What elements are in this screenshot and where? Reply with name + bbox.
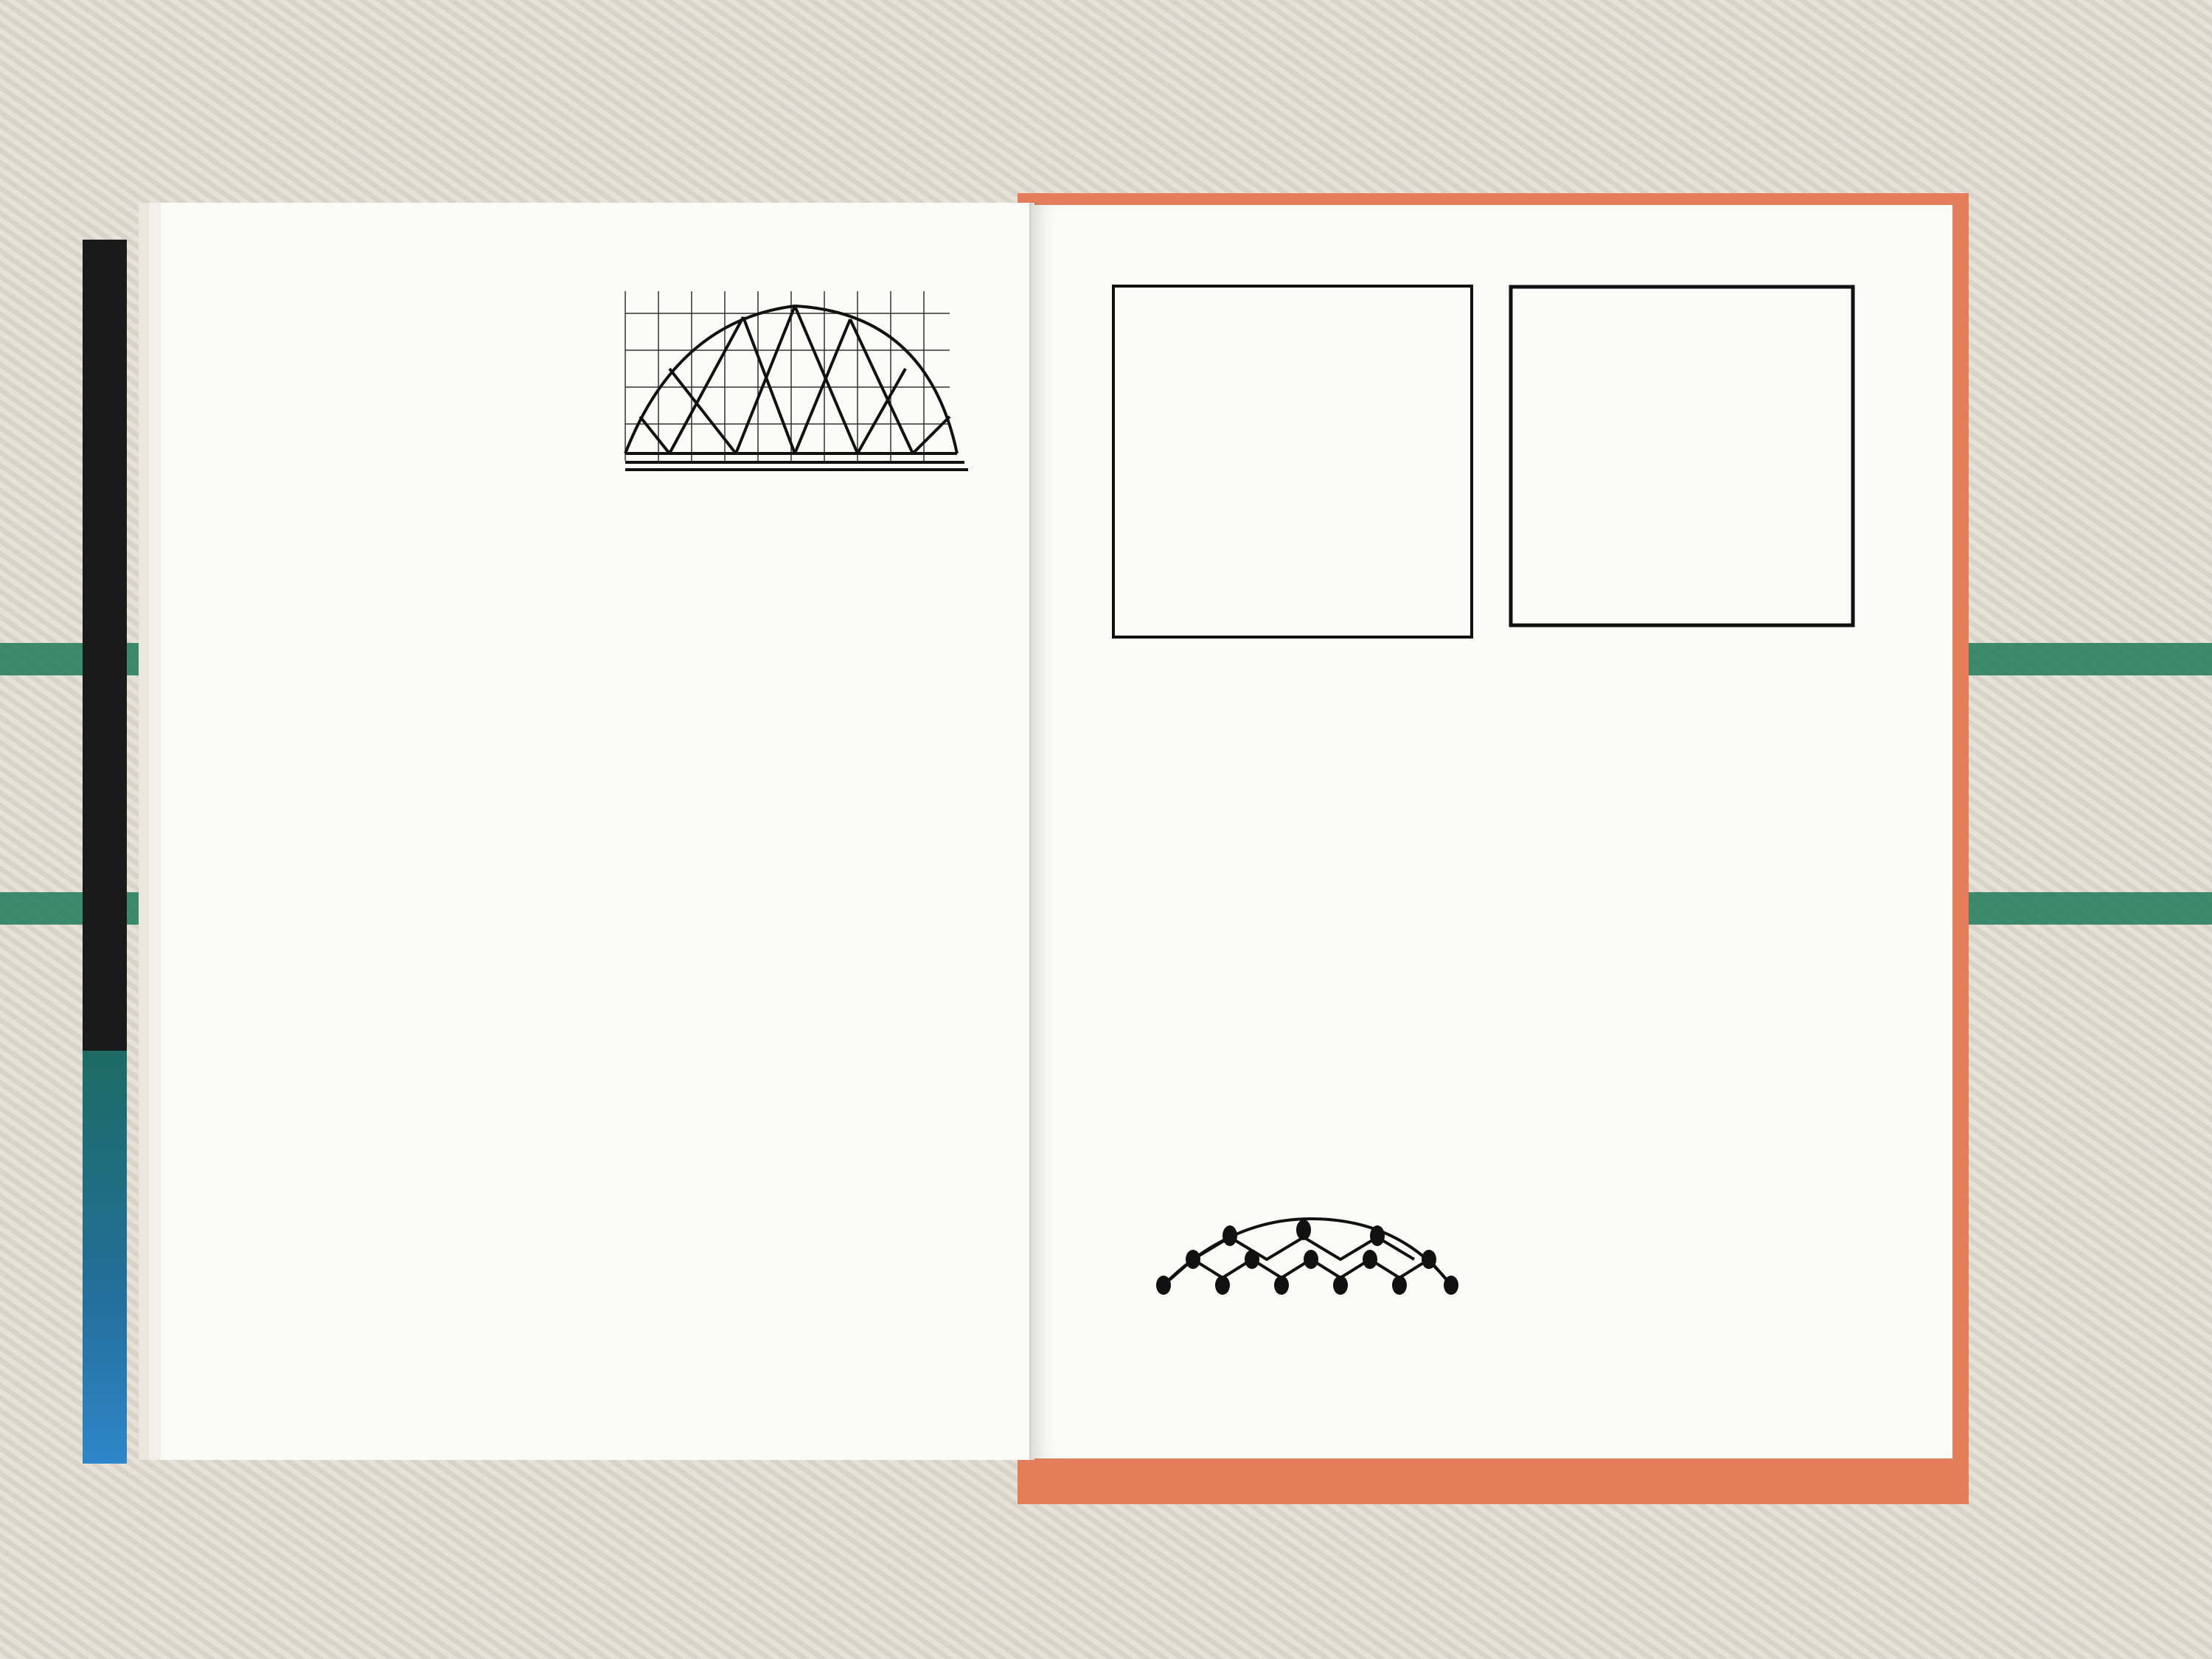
diagram-171-pin-and-a-chain	[1509, 285, 1855, 627]
diagram-169-swing-and-a-pin	[1112, 285, 1473, 639]
left-page	[161, 203, 1034, 1460]
book-cover-left	[83, 240, 127, 1464]
filling-11-heading	[605, 540, 981, 563]
filling-13-heading	[1505, 644, 1866, 667]
left-column-1	[271, 302, 575, 352]
diagram-170-pin-and-a-stitch	[1119, 1167, 1488, 1315]
left-column-2	[605, 524, 981, 571]
right-page	[1031, 205, 1952, 1458]
right-column-1	[1112, 655, 1481, 709]
right-column-2	[1505, 644, 1866, 721]
filling-14-heading	[1505, 689, 1866, 712]
filling-10-heading	[271, 320, 575, 343]
diagram-168-italian	[603, 232, 1016, 498]
filling-12-heading	[1112, 677, 1481, 700]
